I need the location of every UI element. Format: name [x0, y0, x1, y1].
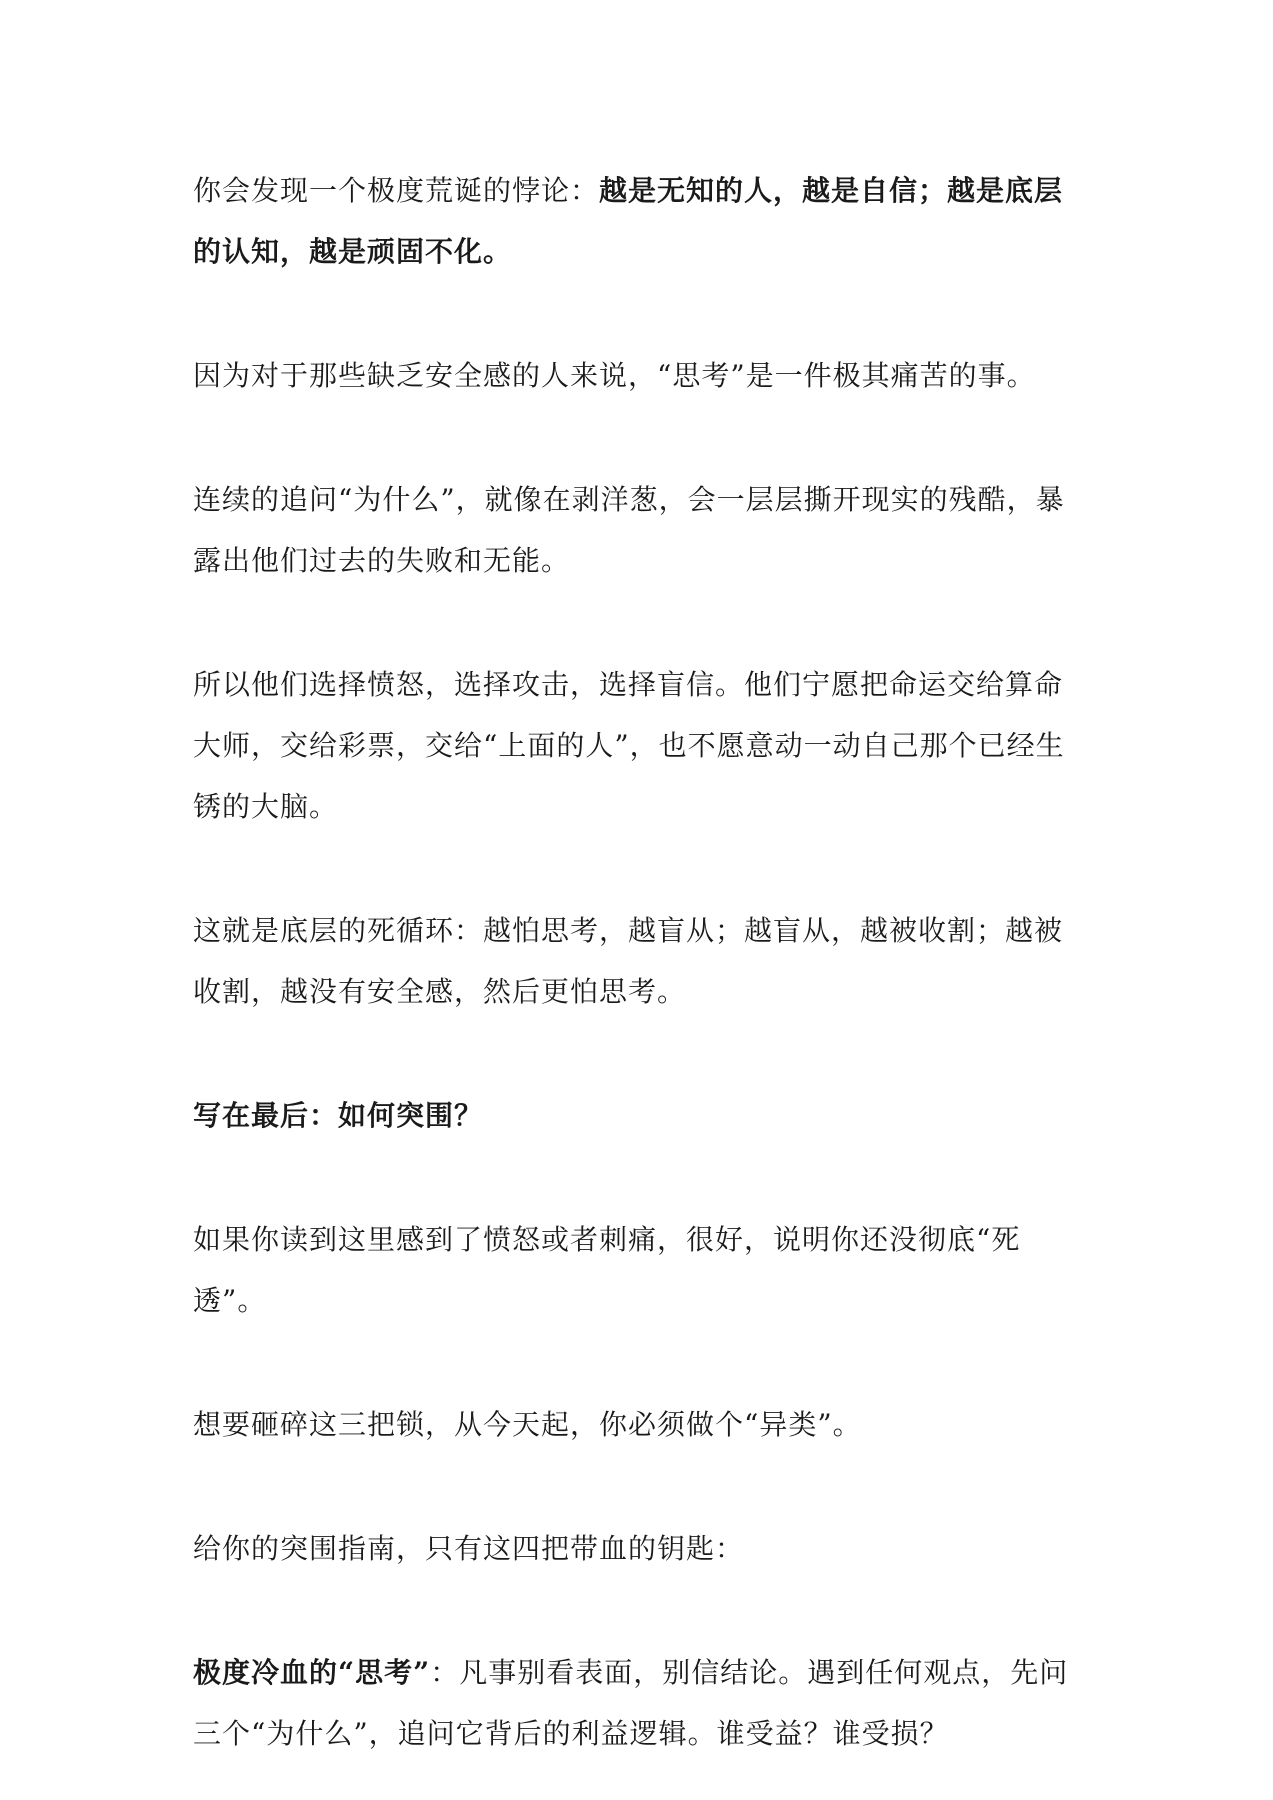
bold-text-run: 越是无知的人，越是自信；越是底层的认知，越是顽固不化。: [193, 174, 1064, 268]
document-body: [193, 160, 1085, 1764]
paragraph-three-locks: [193, 1394, 1085, 1455]
paragraph-blind-faith: [193, 654, 1085, 837]
bold-text-run: 极度冷血的“思考”: [193, 1656, 431, 1689]
text-run: 连续的追问“为什么”，就像在剥洋葱，会一层层撕开现实的残酷，暴露出他们过去的失败和无能。: [193, 483, 1065, 577]
text-run: 想要砸碎这三把锁，从今天起，你必须做个“异类”。: [193, 1408, 862, 1441]
text-run: 给你的突围指南，只有这四把带血的钥匙：: [193, 1532, 745, 1565]
text-run: 所以他们选择愤怒，选择攻击，选择盲信。他们宁愿把命运交给算命大师，交给彩票，交给“上面的人”，也不愿意动一动自己那个已经生锈的大脑。: [193, 668, 1065, 823]
text-run: 这就是底层的死循环：越怕思考，越盲从；越盲从，越被收割；越被收割，越没有安全感，然后更怕思考。: [193, 914, 1064, 1008]
paragraph-key-thinking: [193, 1642, 1085, 1764]
paragraph-guide: [193, 1518, 1085, 1579]
heading-text: 写在最后：如何突围？: [193, 1099, 484, 1132]
paragraph-anger: [193, 1209, 1085, 1331]
paragraph-thinking-pain: [193, 345, 1085, 406]
paragraph-paradox: [193, 160, 1085, 282]
text-run: 如果你读到这里感到了愤怒或者刺痛，很好，说明你还没彻底“死透”。: [193, 1223, 1021, 1317]
paragraph-vicious-cycle: [193, 900, 1085, 1022]
text-run: 你会发现一个极度荒诞的悖论：: [193, 174, 600, 207]
paragraph-onion: [193, 469, 1085, 591]
text-run: ：凡事别看表面，别信结论。遇到任何观点，先问三个“为什么”，追问它背后的利益逻辑。谁受益？谁受损？: [193, 1656, 1069, 1750]
text-run: 因为对于那些缺乏安全感的人来说，“思考”是一件极其痛苦的事。: [193, 359, 1036, 392]
section-heading: [193, 1085, 1085, 1146]
